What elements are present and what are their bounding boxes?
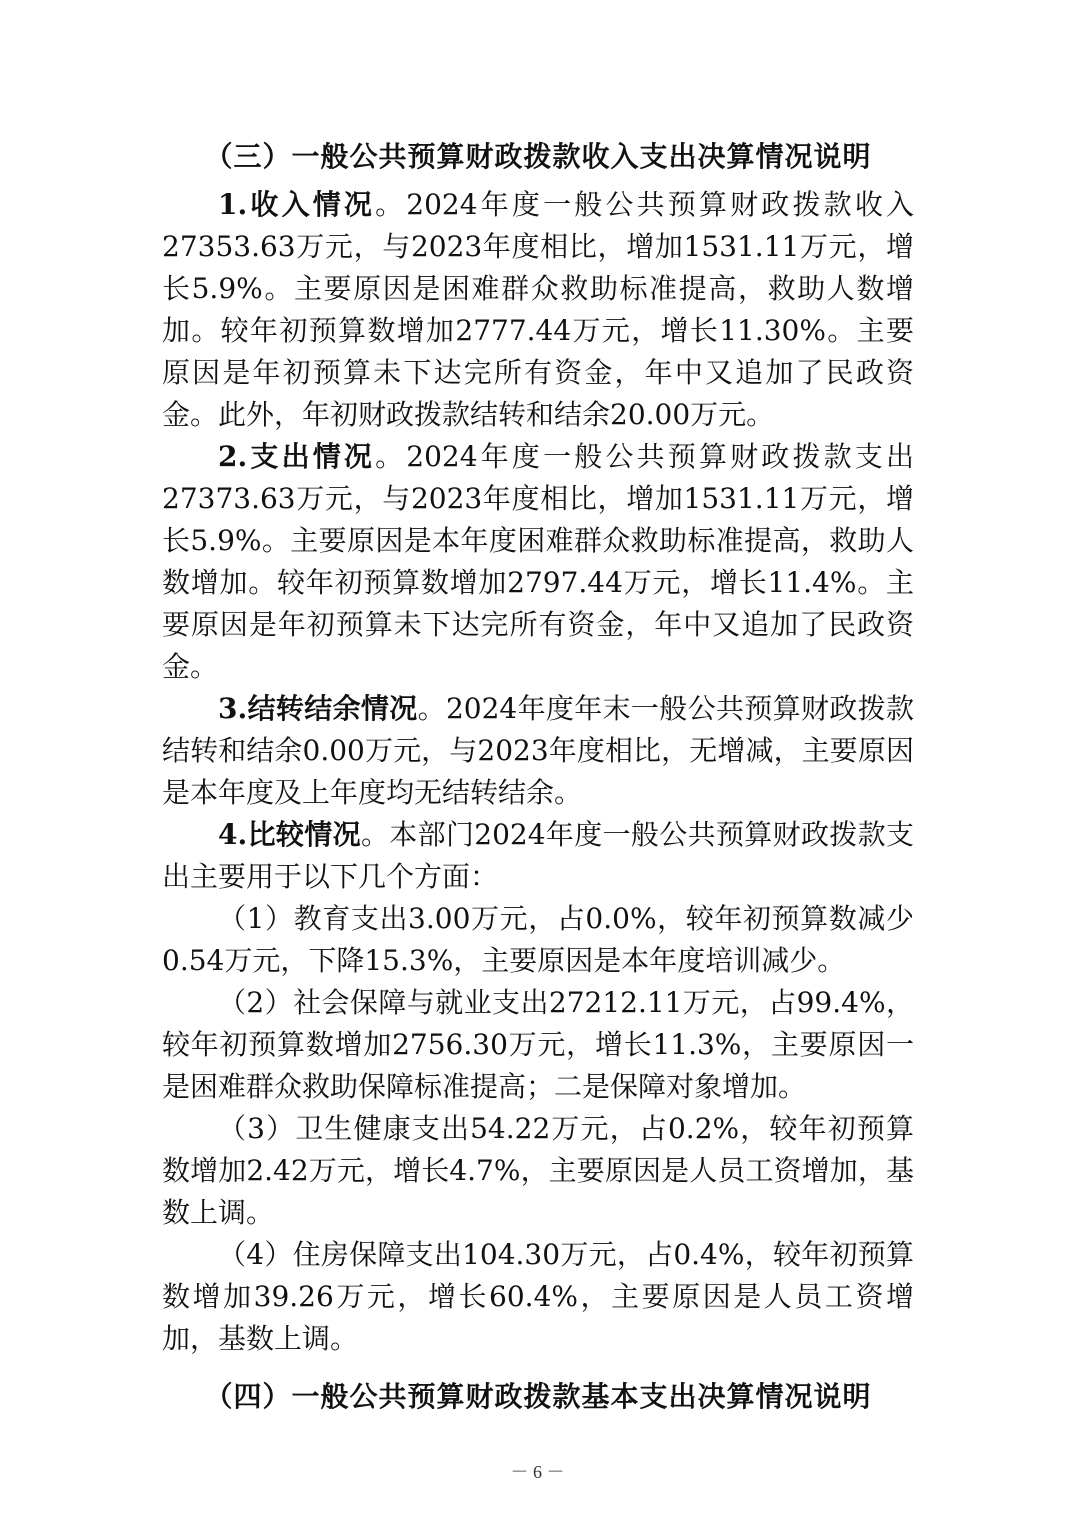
page-number: － 6 － xyxy=(510,1462,565,1482)
paragraph-expense xyxy=(162,436,914,688)
section-heading-4: （四）一般公共预算财政拨款基本支出决算情况说明 xyxy=(204,1380,872,1413)
list-item-social-security: （2）社会保障与就业支出27212.11万元，占99.4%，较年初预算数增加2756.30万元，增长11.3%，主要原因一是困难群众救助保障标准提高；二是保障对象增加。 xyxy=(162,986,914,1103)
page-content xyxy=(162,136,914,1424)
income-text: 。2024年度一般公共预算财政拨款收入27353.63万元，与2023年度相比，增加1531.11万元，增长5.9%。主要原因是困难群众救助标准提高，救助人数增加。较年初预算数增加2777.44万元，增长11.30%。主要原因是年初预算未下达完所有资金，年中又追加了民政资金。此外，年初财政拨款结转和结余20.00万元。 xyxy=(162,188,914,431)
list-item-housing: （4）住房保障支出104.30万元，占0.4%，较年初预算数增加39.26万元，增长60.4%，主要原因是人员工资增加，基数上调。 xyxy=(162,1238,914,1355)
list-item-health: （3）卫生健康支出54.22万元，占0.2%，较年初预算数增加2.42万元，增长4.7%，主要原因是人员工资增加，基数上调。 xyxy=(162,1112,914,1229)
list-item-education: （1）教育支出3.00万元，占0.0%，较年初预算数减少0.54万元，下降15.3%，主要原因是本年度培训减少。 xyxy=(162,902,914,977)
comparison-text: 。本部门2024年度一般公共预算财政拨款支出主要用于以下几个方面： xyxy=(162,818,914,893)
carryover-title: 3.结转结余情况 xyxy=(218,692,418,725)
expense-title: 2.支出情况 xyxy=(218,440,376,473)
paragraph-income xyxy=(162,184,914,436)
paragraph-comparison xyxy=(162,814,914,898)
comparison-title: 4.比较情况 xyxy=(218,818,361,851)
section-heading-3: （三）一般公共预算财政拨款收入支出决算情况说明 xyxy=(204,140,872,173)
carryover-text: 。2024年度年末一般公共预算财政拨款结转和结余0.00万元，与2023年度相比，无增减，主要原因是本年度及上年度均无结转结余。 xyxy=(162,692,914,809)
income-title: 1.收入情况 xyxy=(218,188,376,221)
expense-text: 。2024年度一般公共预算财政拨款支出27373.63万元，与2023年度相比，增加1531.11万元，增长5.9%。主要原因是本年度困难群众救助标准提高，救助人数增加。较年初预算数增加2797.44万元，增长11.4%。主要原因是年初预算未下达完所有资金，年中又追加了民政资金。 xyxy=(162,440,914,683)
paragraph-carryover xyxy=(162,688,914,814)
